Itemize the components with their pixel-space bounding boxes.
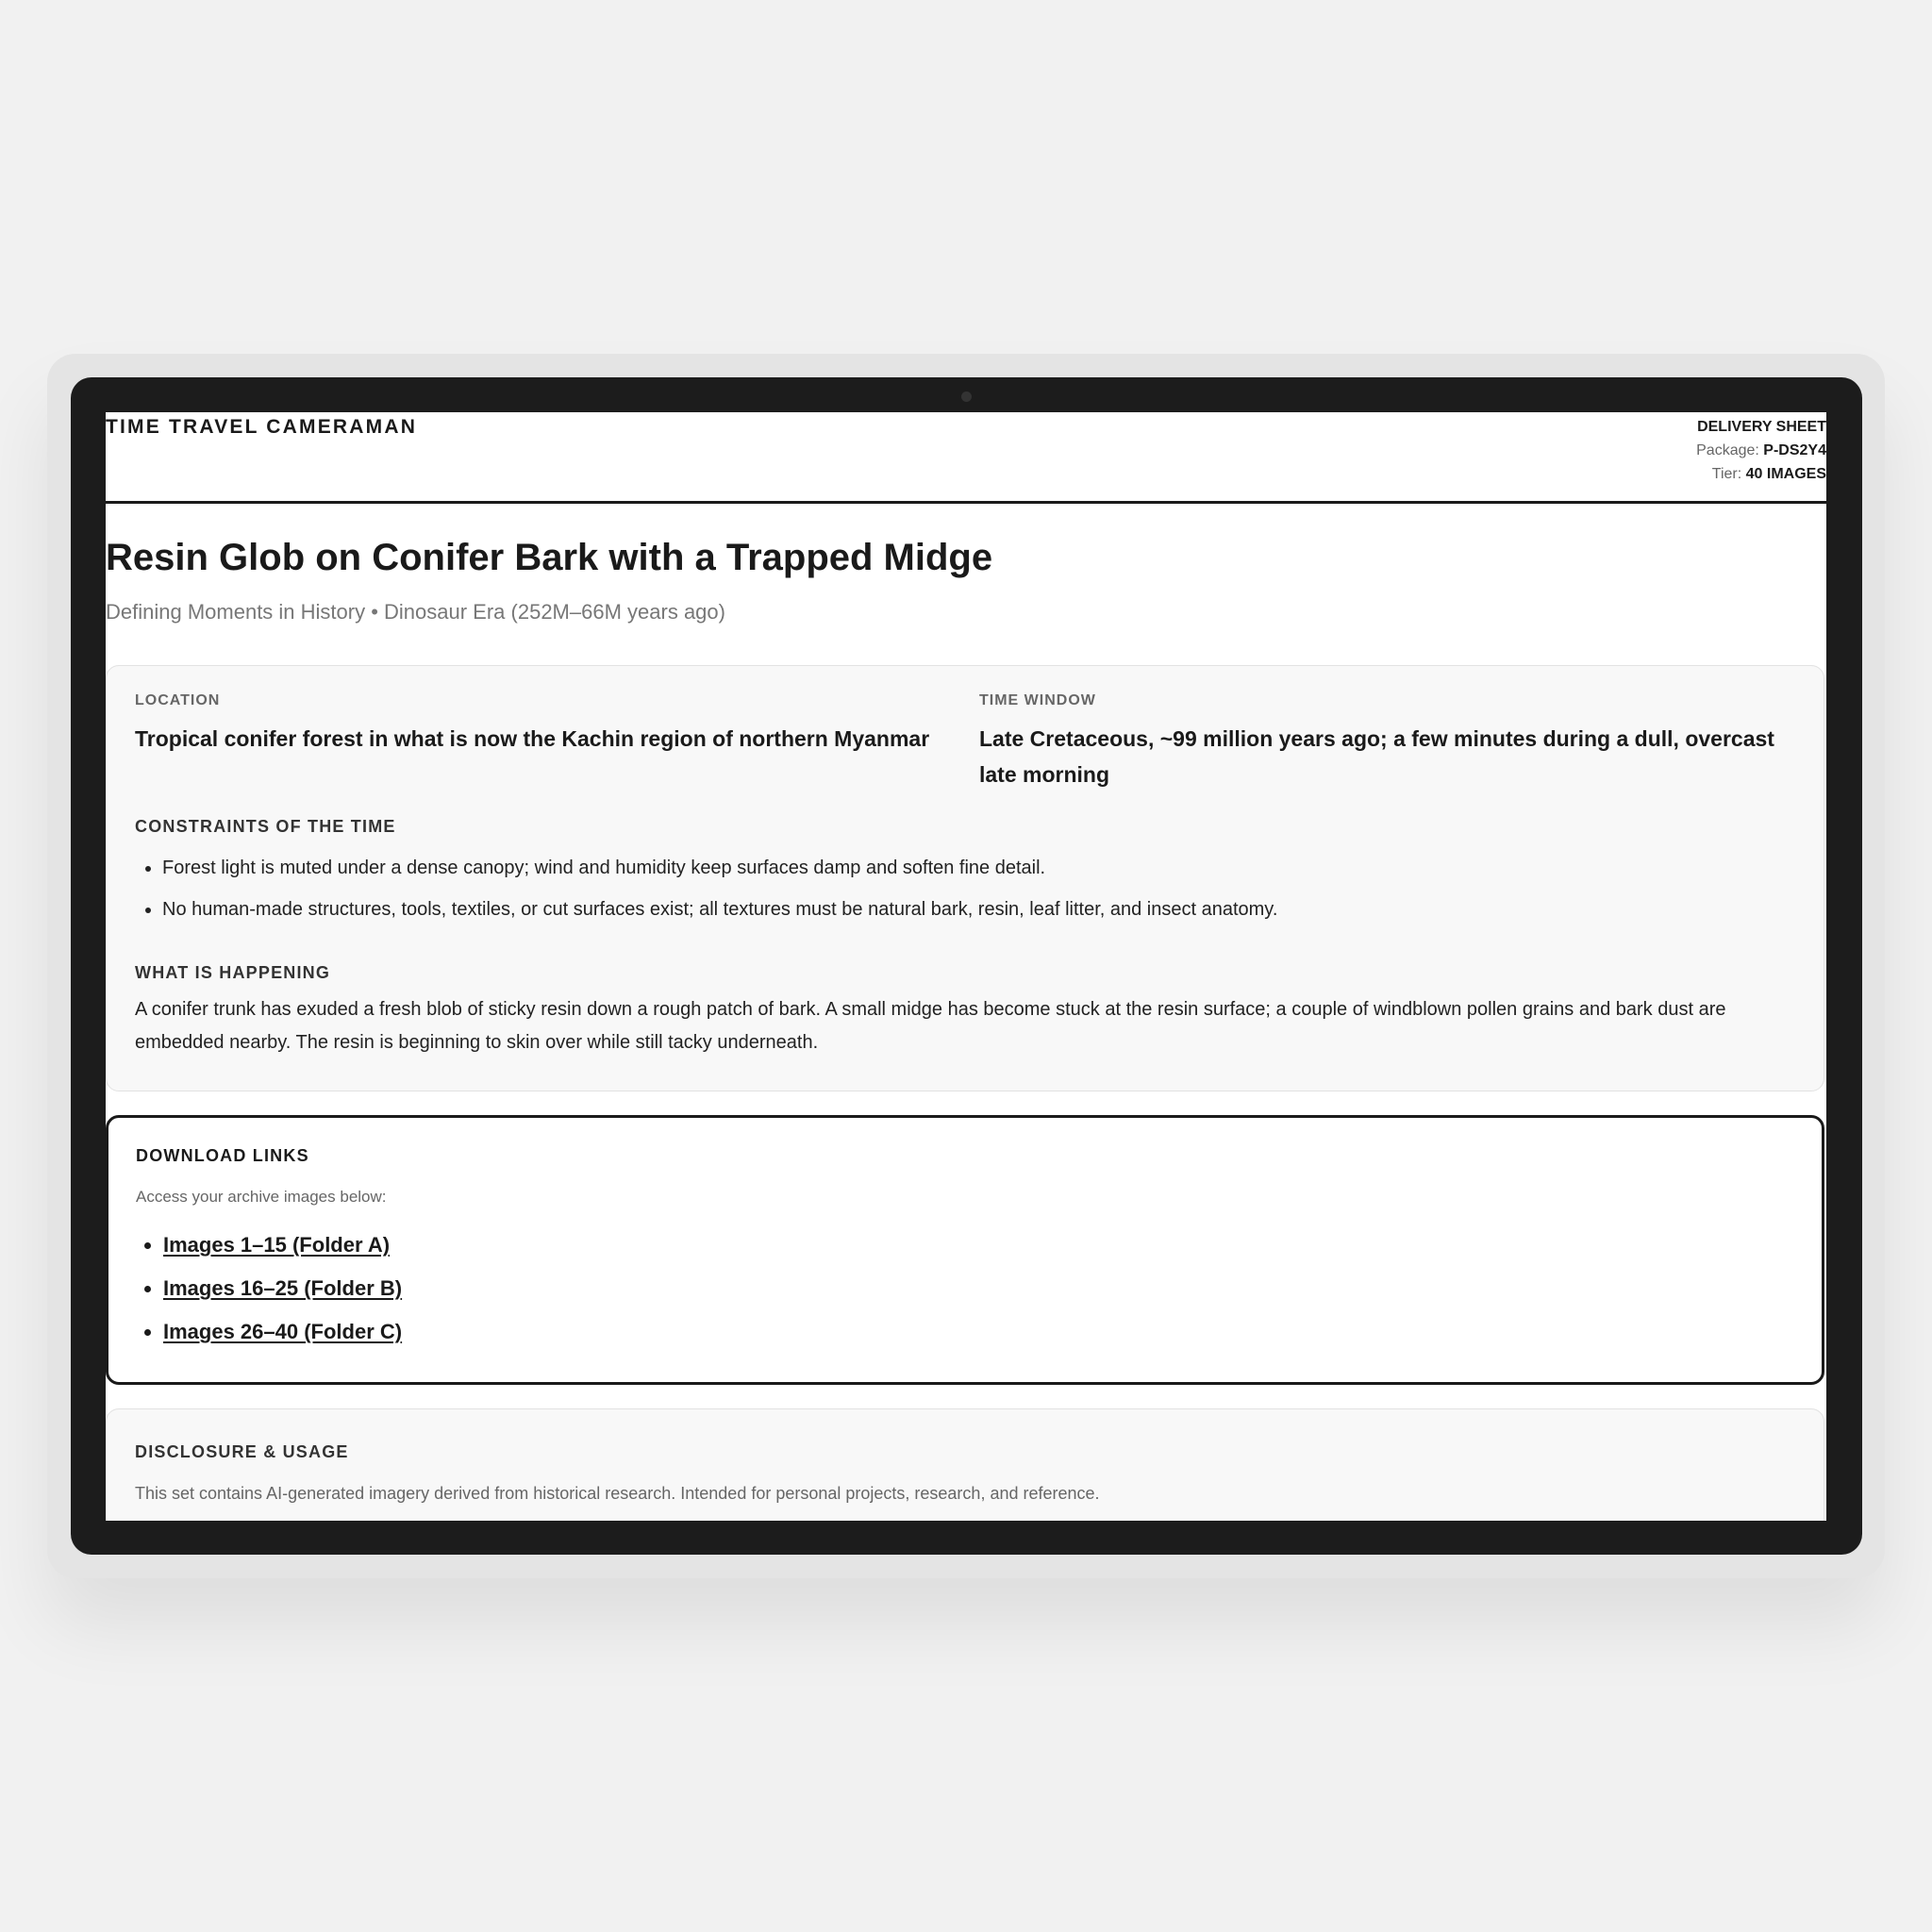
- tier-value: 40 IMAGES: [1745, 466, 1826, 482]
- page-subtitle: Defining Moments in History • Dinosaur Era (252M–66M years ago): [106, 600, 725, 624]
- tier-line: [1696, 462, 1826, 486]
- package-line: [1696, 439, 1826, 462]
- download-link-folder-b[interactable]: Images 16–25 (Folder B): [163, 1276, 403, 1300]
- disclosure-heading: DISCLOSURE & USAGE: [135, 1442, 349, 1461]
- download-link-folder-a[interactable]: Images 1–15 (Folder A): [163, 1233, 391, 1257]
- screen: [106, 412, 1826, 1521]
- happening-heading: WHAT IS HAPPENING: [135, 963, 331, 982]
- download-link-folder-c[interactable]: Images 26–40 (Folder C): [163, 1320, 403, 1343]
- disclosure-card: [106, 1408, 1824, 1521]
- download-links-list: [136, 1224, 402, 1354]
- time-window-value: Late Cretaceous, ~99 million years ago; a few minutes during a dull, overcast late morning: [979, 726, 1774, 787]
- constraints-list: [135, 847, 1277, 930]
- delivery-sheet-label: DELIVERY SHEET: [1697, 419, 1826, 435]
- happening-text: A conifer trunk has exuded a fresh blob of sticky resin down a rough patch of bark. A small midge has become stuck at the resin surface; a couple of windblown pollen grains and bark dust are embedded nearby. The resin is beginning to skin over while still tacky underneath.: [135, 999, 1726, 1053]
- constraint-item: • Forest light is muted under a dense canopy; wind and humidity keep surfaces damp and soften fine detail.: [162, 847, 1277, 889]
- constraint-item: • No human-made structures, tools, textiles, or cut surfaces exist; all textures must be natural bark, resin, leaf litter, and insect anatomy.: [162, 889, 1277, 930]
- brand-title: TIME TRAVEL CAMERAMAN: [106, 416, 418, 438]
- download-list-item: [163, 1310, 402, 1354]
- time-window-label: TIME WINDOW: [979, 692, 1096, 708]
- disclosure-text: This set contains AI-generated imagery derived from historical research. Intended for personal projects, research, and reference.: [135, 1484, 1100, 1503]
- tier-label: Tier:: [1711, 466, 1742, 482]
- download-links-subtext: Access your archive images below:: [136, 1188, 387, 1206]
- location-value: Tropical conifer forest in what is now the Kachin region of northern Myanmar: [135, 726, 930, 751]
- download-list-item: [163, 1224, 402, 1267]
- screen-bezel: [71, 377, 1862, 1555]
- page-title: Resin Glob on Conifer Bark with a Trapped Midge: [106, 537, 993, 578]
- laptop-frame: [47, 354, 1885, 1578]
- location-label: LOCATION: [135, 692, 221, 708]
- package-value: P-DS2Y4: [1763, 442, 1826, 458]
- camera-dot: [961, 391, 972, 402]
- constraints-heading: CONSTRAINTS OF THE TIME: [135, 817, 396, 836]
- package-label: Package:: [1696, 442, 1759, 458]
- download-list-item: [163, 1267, 402, 1310]
- download-links-card: [106, 1115, 1824, 1385]
- delivery-meta: [1696, 415, 1826, 486]
- header-bar: [106, 412, 1826, 504]
- scene-info-card: [106, 665, 1824, 1091]
- download-links-heading: DOWNLOAD LINKS: [136, 1146, 309, 1165]
